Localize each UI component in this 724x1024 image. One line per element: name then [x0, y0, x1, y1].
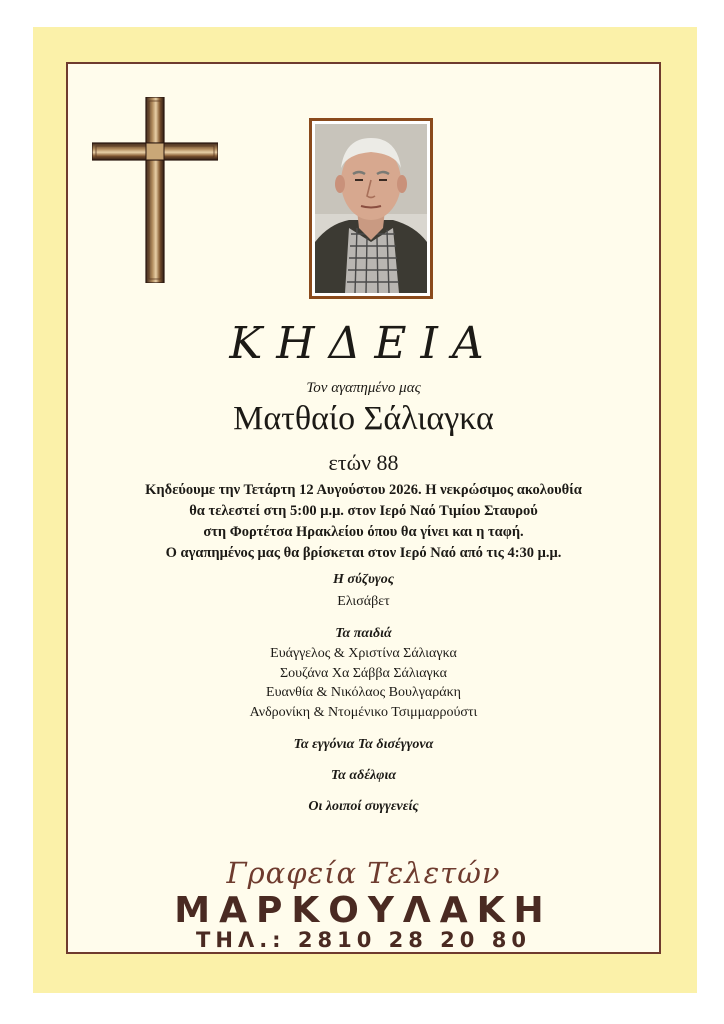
grandchildren-heading: Τα εγγόνια Τα δισέγγονα [293, 737, 434, 752]
agency-tagline: Γραφεία Τελετών [226, 856, 501, 890]
details-line: Ο αγαπημένος μας θα βρίσκεται στον Ιερό Ναό από τις 4:30 μ.μ. [165, 545, 562, 561]
agency-phone: ΤΗΛ.: 2810 28 20 80 [196, 928, 531, 952]
intro-text: Τον αγαπημένο μας [306, 380, 421, 396]
spouse-name: Ελισάβετ [337, 594, 390, 609]
funeral-details [66, 480, 661, 564]
deceased-name: Ματθαίο Σάλιαγκα [233, 400, 494, 437]
notice-title: ΚΗΔΕΙΑ [229, 318, 498, 369]
child-entry: Ανδρονίκη & Ντομένικο Τσιμμαρρούστι [249, 704, 478, 720]
details-line: θα τελεστεί στη 5:00 μ.μ. στον Ιερό Ναό Τιμίου Σταυρού [189, 503, 538, 519]
child-entry: Ευάγγελος & Χριστίνα Σάλιαγκα [270, 646, 457, 661]
cross-icon [92, 97, 218, 283]
relatives-heading: Οι λοιποί συγγενείς [308, 799, 419, 814]
children-list [66, 644, 661, 722]
portrait-photo [309, 118, 433, 299]
details-line: Κηδεύουμε την Τετάρτη 12 Αυγούστου 2026. Η νεκρώσιμος ακολουθία [145, 482, 582, 498]
children-heading: Τα παιδιά [335, 626, 392, 641]
agency-name: ΜΑΡΚΟΥΛΑΚΗ [174, 890, 553, 931]
child-entry: Σουζάνα Χα Σάββα Σάλιαγκα [279, 665, 448, 681]
deceased-age: ετών 88 [328, 450, 399, 475]
spouse-heading: Η σύζυγος [333, 572, 394, 587]
siblings-heading: Τα αδέλφια [330, 768, 397, 783]
details-line: στη Φορτέτσα Ηρακλείου όπου θα γίνει και η ταφή. [203, 524, 524, 540]
child-entry: Ευανθία & Νικόλαος Βουλγαράκη [266, 685, 461, 700]
